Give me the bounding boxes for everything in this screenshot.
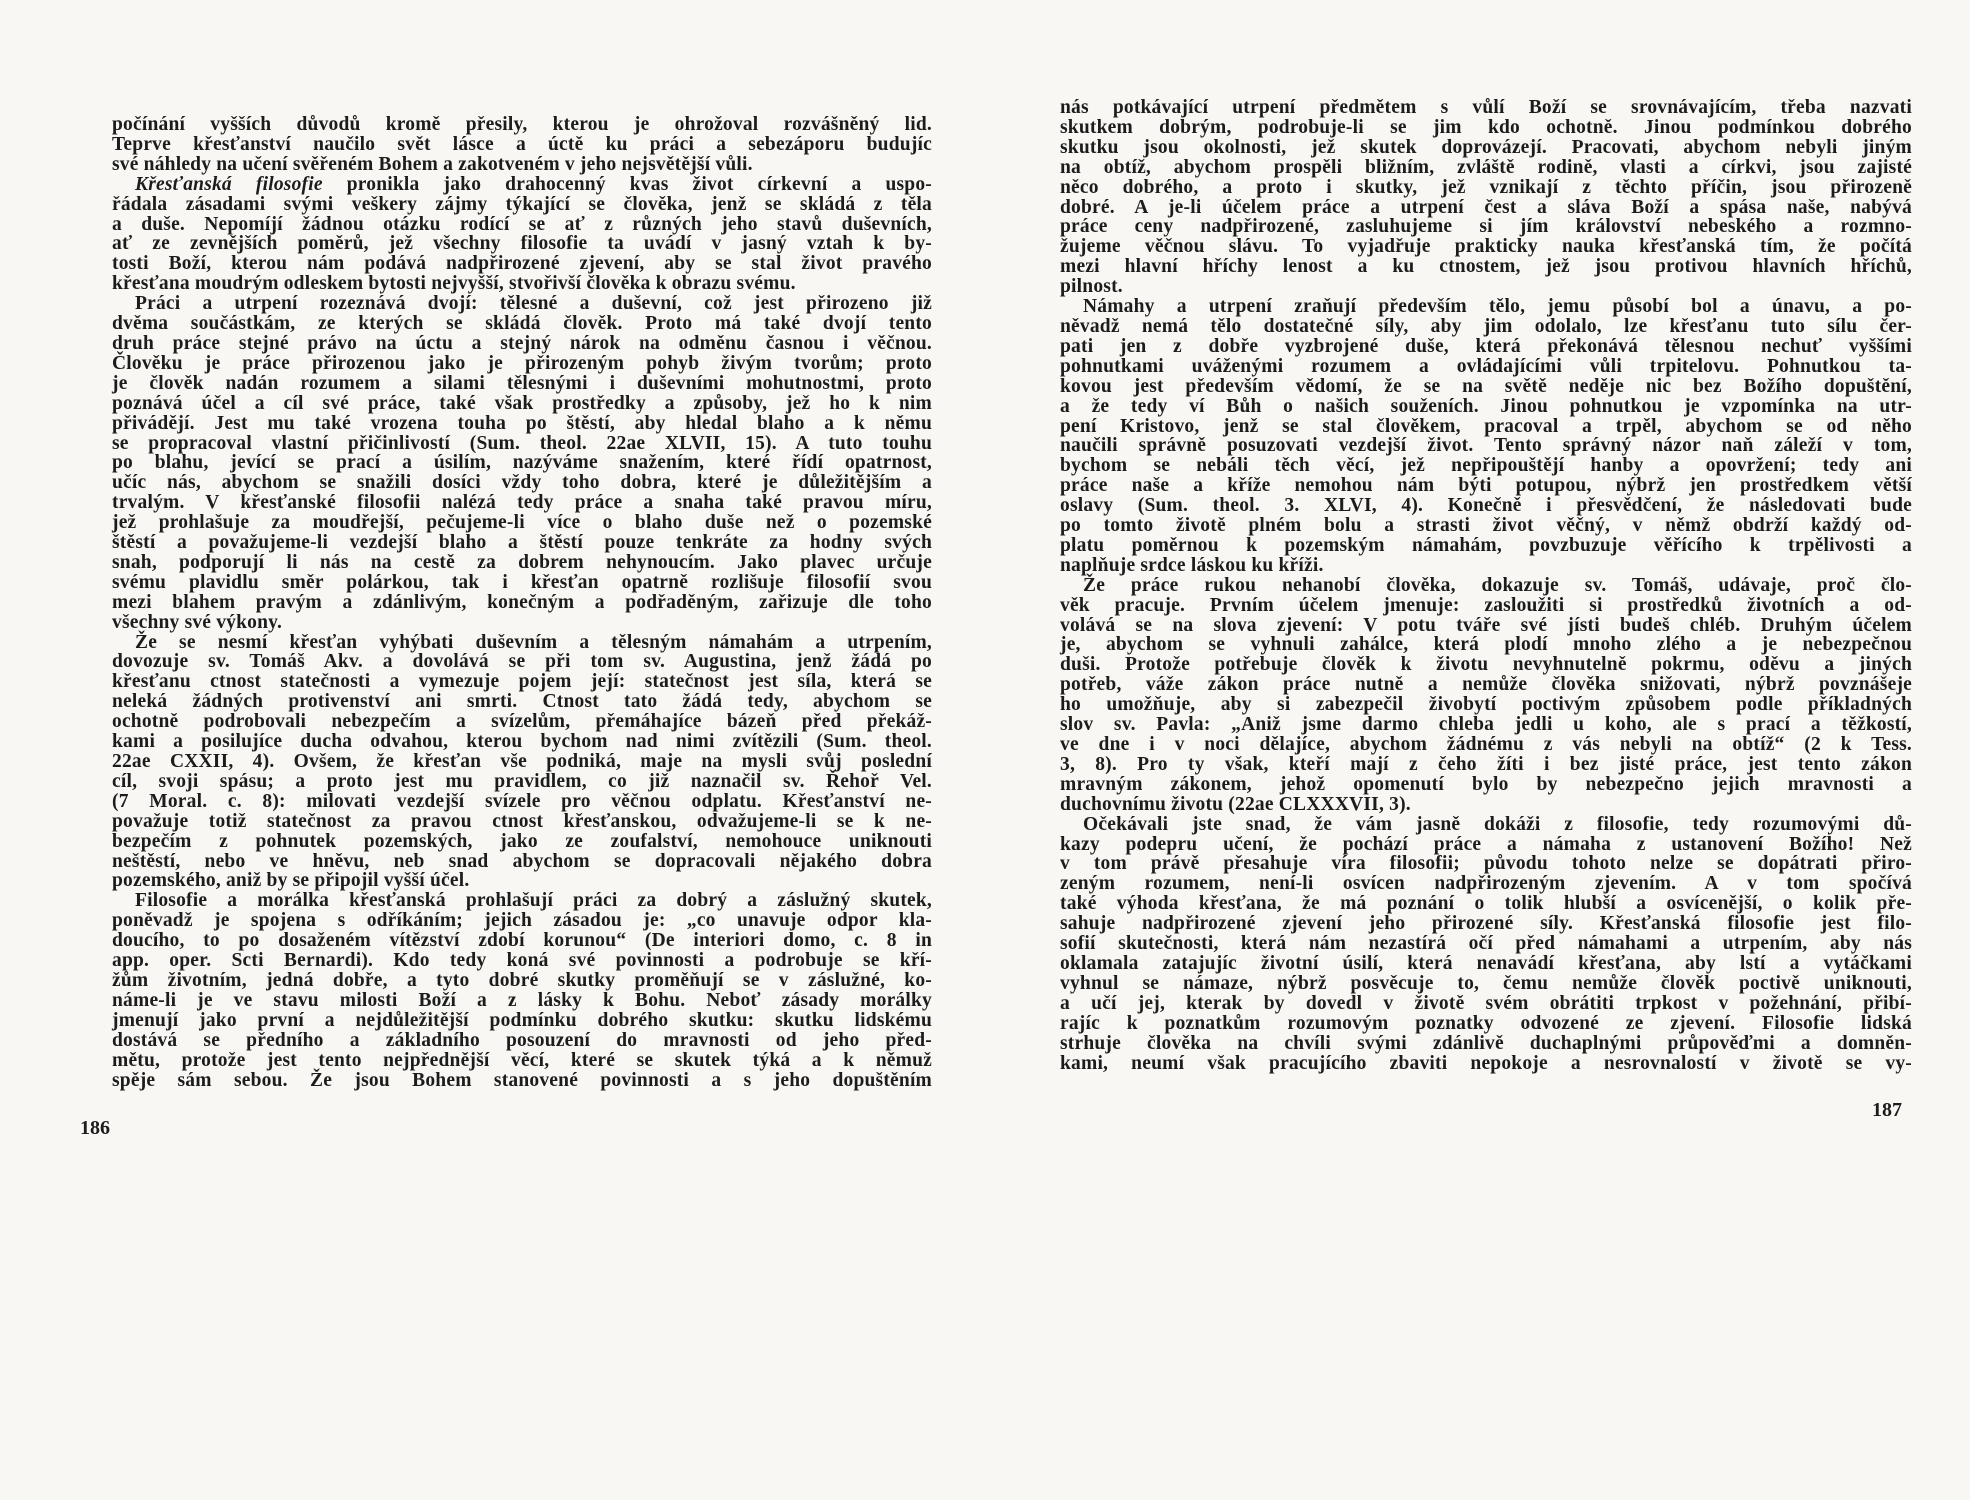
text-line: žům životním, jedná dobře, a tyto dobré skutky proměňují se v záslužné, ko- [112, 969, 932, 991]
text-line: Námahy a utrpení zraňují především tělo, jemu působí bol a únavu, a po- [1083, 296, 1912, 318]
text-line: jež prohlašuje za moudřejší, pečujeme-li více o blaho duše než o pozemské [112, 512, 932, 534]
text-line: učíc nás, abychom se snažili dosíci vždy toho dobra, které je důležitějším a [112, 472, 932, 494]
text-line: považuje totiž statečnost za pravou ctnost křesťanskou, odvažujeme-li se k ne- [112, 810, 932, 832]
text-line: pozemského, aniž by se připojil vyšší účel. [112, 870, 470, 892]
text-line: žujeme věčnou slávu. To vyjadřuje prakticky nauka křesťanská tím, že počítá [1060, 236, 1912, 258]
text-line: dostává se předního a základního posouzení do mravnosti od jeho před- [112, 1029, 932, 1051]
text-line: v tom právě přesahuje víra filosofii; původu tohoto nelze se dopátrati přiro- [1060, 853, 1912, 875]
text-line: mezi hlavní hříchy lenost a ku ctnostem, jež jsou protivou hlavních hříchů, [1060, 256, 1912, 278]
text-line: po blahu, jevící se prací a úsilím, nazýváme snažením, které řídí opatrnost, [112, 452, 932, 474]
text-line: sofií skutečnosti, která nám nezastírá očí před námahami a utrpením, aby nás [1060, 933, 1912, 955]
text-line: cíl, svoji spásu; a proto jest mu pravidlem, co již naznačil sv. Řehoř Vel. [112, 770, 932, 792]
text-line: štěstí a považujeme-li vezdejší blaho a štěstí pouze tenkráte za hodny svých [112, 532, 932, 554]
text-line: ho umožňuje, aby si zabezpečil živobytí poctivým způsobem podle příkladných [1060, 694, 1912, 716]
text-line: neštěstí, nebo ve hněvu, neb snad abychom se dopracovali nějakého dobra [112, 850, 932, 872]
paragraph [112, 633, 932, 892]
text-line: křesťana moudrým odleskem bytosti nejvyšší, stvořivší člověka k obrazu svému. [112, 273, 796, 295]
text-line: svému plavidlu směr polárkou, tak i křesťan opatrně rozlišuje filosofií svou [112, 571, 932, 593]
text-line: dobré. A je-li účelem práce a utrpení čest a sláva Boží a spása naše, nabývá [1060, 196, 1912, 218]
text-line: na obtíž, abychom prospěli bližním, zvláště rodině, vlasti a církvi, jsou zajisté [1060, 156, 1912, 178]
text-line: poněvadž je spojena s odříkáním; jejich zásadou je: „co unavuje odpor kla- [112, 910, 932, 932]
paragraph [1060, 815, 1912, 1074]
page-text [1060, 98, 1912, 1073]
paragraph [112, 115, 932, 175]
text-line: sahuje nadpřirozené zjevení jeho přirozené síly. Křesťanská filosofie jest filo- [1060, 913, 1912, 935]
text-line: naplňuje srdce láskou ku kříži. [1060, 554, 1324, 576]
text-line: mezi blahem pravým a zdánlivým, konečným a podřaděným, zařizuje dle toho [112, 591, 932, 613]
text-line: ať ze zevnějších poměrů, jež všechny filosofie ta uvádí v jasný vztah k by- [112, 233, 932, 255]
text-line: a že tedy ví Bůh o našich souženích. Jinou pohnutkou je vzpomínka na utr- [1060, 395, 1912, 417]
text-line: práce ceny nadpřirozené, zasluhujeme si jím království nebeského a rozmno- [1060, 216, 1912, 238]
text-line: app. oper. Scti Bernardi). Kdo tedy koná své povinnosti a podrobuje se kří- [112, 950, 932, 972]
text-line: mětu, protože jest tento nejpřednější věcí, které se skutek týká a k němuž [112, 1049, 932, 1071]
text-line: po tomto životě plném bolu a strasti život věčný, v němž obdrží každý od- [1060, 515, 1912, 537]
text-span: pronikla jako drahocenný kvas život církevní a uspo- [322, 173, 932, 195]
text-line: kazy podepru učení, že pochází práce a námaha z ustanovení Božího! Než [1060, 833, 1912, 855]
text-line: pilnost. [1060, 276, 1123, 298]
text-line: Člověku je práce přirozenou jako je přirozeným pohyb živým tvorům; proto [112, 352, 932, 374]
text-line: také výhoda křesťana, že má poznání o tolik hlubší a osvícenější, o kolik pře- [1060, 893, 1912, 915]
text-line: skutkem dobrým, podrobuje-li se jim kdo ochotně. Jinou podmínkou dobrého [1060, 116, 1912, 138]
text-line: pati jen z dobře vyzbrojené duše, která překonává tělesnou nechuť vyššími [1060, 335, 1912, 357]
page-number: 187 [1872, 1099, 1902, 1121]
text-line: něvadž nemá tělo dostatečné síly, aby jim odolalo, lze křesťanu tuto sílu čer- [1060, 315, 1912, 337]
text-line: ochotně podrobovali nebezpečím a svízelům, přemáhajíce bázeň před překáž- [112, 711, 932, 733]
text-line: spěje sám sebou. Že jsou Bohem stanovené povinnosti a s jeho dopuštěním [112, 1069, 932, 1091]
text-line: snah, podporují li nás na cestě za dobrem nehynoucím. Jako plavec určuje [112, 551, 932, 573]
text-line: věk pracuje. Prvním účelem jmenuje: zasloužiti si prostředků životních a od- [1060, 594, 1912, 616]
text-line: oklamala zatajujíc životní úsilí, která nenavádí křesťana, aby lstí a vytáčkami [1060, 952, 1912, 974]
text-line: dvěma součástkám, ze kterých se skládá člověk. Proto má také dvojí tento [112, 313, 932, 335]
text-line: něco dobrého, a proto i skutky, jež vznikají z těchto příčin, jsou přirozeně [1060, 176, 1912, 198]
text-line: ve dne i v noci dělajíce, abychom žádnému z vás nebyli na obtíž“ (2 k Tess. [1060, 734, 1912, 755]
text-line: duši. Protože potřebuje člověk k životu nevyhnutelně pokrmu, oděvu a jiných [1060, 654, 1912, 676]
text-line: poznává účel a cíl své práce, také však prostředky a způsoby, jež ho k nim [112, 392, 932, 414]
text-line: strhuje člověka na chvíli svými zdánlivě duchaplnými průpověďmi a domněn- [1060, 1032, 1912, 1054]
text-line: mravným zákonem, jehož opomenutí bylo by nebezpečno jejich mravnosti a [1060, 773, 1912, 795]
text-line: volává se na slova zjevení: V potu tváře své jísti budeš chléb. Druhým účelem [1060, 614, 1912, 636]
text-line: Práci a utrpení rozeznává dvojí: tělesné a duševní, což jest přirozeno již [135, 293, 932, 315]
text-line: nás potkávající utrpení předmětem s vůlí Boží se srovnávajícím, třeba nazvati [1060, 97, 1912, 118]
right-page [985, 0, 1970, 1500]
text-line: naučili správně posuzovati vezdejší život. Tento správný názor naň záleží v tom, [1060, 435, 1912, 457]
text-line: 22ae CXXII, 4). Ovšem, že křesťan vše podniká, maje na mysli svůj poslední [112, 751, 932, 772]
text-line: skutku jsou okolnosti, jež skutek doprovázejí. Pracovati, abychom nebyli jiným [1060, 136, 1912, 158]
text-line: doucího, to po dosaženém vítězství zdobí korunou“ (De interiori domo, c. 8 in [112, 930, 932, 952]
text-line: tosti Boží, kterou nám podává nadpřirozené zjevení, aby se stal život pravého [112, 253, 932, 275]
text-line: oslavy (Sum. theol. 3. XLVI, 4). Konečně i přesvědčení, že následovati bude [1060, 495, 1912, 517]
text-line: křesťanu ctnost statečnosti a vymezuje pojem její: statečnost jest síla, která se [112, 671, 932, 693]
text-line: potřeb, váže zákon práce nutně a nemůže člověka snižovati, nýbrž povznášeje [1060, 674, 1912, 696]
text-line: a učí jej, kterak by dovedl v životě svém obrátiti trpkost v požehnání, přibí- [1060, 992, 1912, 1014]
paragraph [1060, 576, 1912, 815]
text-line: přivádějí. Jest mu také vrozena touha po štěstí, aby hledal blaho a k němu [112, 412, 932, 434]
text-line: kovou jest především vědomí, že se na světě neděje nic bez Božího dopuštění, [1060, 375, 1912, 397]
paragraph [112, 891, 932, 1090]
text-line: pohnutkami uváženými rozumem a ovládajícími vůli trpitelovu. Pohnutkou ta- [1060, 355, 1912, 377]
text-line: počínání vyšších důvodů kromě přesily, kterou je ohrožoval rozvášněný lid. [112, 114, 932, 135]
text-line: neleká žádných protivenství ani smrti. Ctnost tato žádá tedy, abychom se [112, 691, 932, 713]
paragraph [1060, 98, 1912, 297]
paragraph [112, 175, 932, 294]
text-line: rajíc k poznatkům rozumovým poznatky odvozené ze zjevení. Filosofie lidská [1060, 1012, 1912, 1034]
text-line: Že práce rukou nehanobí člověka, dokazuje sv. Tomáš, udávaje, proč člo- [1083, 574, 1912, 596]
page-text [112, 115, 932, 1090]
text-line: pení Kristovo, jenž se stal člověkem, pracoval a trpěl, abychom se od něho [1060, 415, 1912, 437]
paragraph [112, 294, 932, 632]
text-line: všechny své výkony. [112, 611, 283, 633]
text-line: Teprve křesťanství naučilo svět lásce a úctě ku práci a sebezáporu budujíc [112, 133, 932, 155]
text-line: (7 Moral. c. 8): milovati vezdejší svízele pro věčnou odplatu. Křesťanství ne- [112, 790, 932, 812]
italic-text: Křesťanská filosofie [135, 173, 323, 195]
text-line: Filosofie a morálka křesťanská prohlašují práci za dobrý a záslužný skutek, [135, 890, 932, 912]
text-line: dovozuje sv. Tomáš Akv. a dovolává se při tom sv. Augustina, jenž žádá po [112, 651, 932, 673]
text-line: 3, 8). Pro ty však, kteří mají z čeho žíti i bez jisté práce, jest tento zákon [1060, 753, 1912, 775]
text-line: zeným rozumem, není-li osvícen nadpřirozeným zjevením. A v tom spočívá [1060, 873, 1912, 895]
text-line: Očekávali jste snad, že vám jasně dokáži z filosofie, tedy rozumovými dů- [1083, 813, 1912, 835]
text-line: je člověk nadán rozumem a silami tělesnými i duševními mohutnostmi, proto [112, 372, 932, 394]
text-line: své náhledy na učení svěřeném Bohem a zakotveném v jeho nejsvětější vůli. [112, 153, 753, 175]
text-line: slov sv. Pavla: „Aniž jsme darmo chleba jedli u koho, ale s prací a těžkostí, [1060, 714, 1912, 736]
text-line [112, 175, 932, 195]
text-line: se propracoval vlastní přičinlivostí (Sum. theol. 22ae XLVII, 15). A tuto touhu [112, 432, 932, 454]
page-number: 186 [80, 1117, 110, 1139]
text-line: druh práce stejné právo na úctu a stejný nárok na odměnu časnou i věčnou. [112, 332, 932, 354]
text-line: Že se nesmí křesťan vyhýbati duševním a tělesným námahám a utrpením, [135, 631, 932, 653]
text-line: kami, neumí však pracujícího zbaviti nepokoje a nesrovnalostí v životě se vy- [1060, 1052, 1912, 1074]
text-line: náme-li je ve stavu milosti Boží a z lásky k Bohu. Neboť zásady morálky [112, 989, 932, 1011]
text-line: vyhnul se námaze, nýbrž posvěcuje to, čemu nemůže člověk poctivě uniknouti, [1060, 972, 1912, 994]
text-line: řádala zásadami svými veškery zájmy týkající se člověka, jenž se skládá z těla [112, 193, 932, 215]
paragraph [1060, 297, 1912, 576]
text-line: jmenují jako první a nejdůležitější podmínku dobrého skutku: skutku lidskému [112, 1009, 932, 1031]
text-line: platu poměrnou k pozemským námahám, povzbuzuje věřícího k trpělivosti a [1060, 534, 1912, 556]
text-line: trvalým. V křesťanské filosofii nalézá tedy práce a snaha také pravou míru, [112, 492, 932, 514]
text-line: je, abychom se vyhnuli zahálce, která plodí mnoho zlého a je nebezpečnou [1060, 634, 1912, 656]
text-line: duchovnímu životu (22ae CLXXXVII, 3). [1060, 793, 1411, 815]
text-line: kami a posilujíce ducha odvahou, kterou bychom nad nimi zvítězili (Sum. theol. [112, 731, 932, 753]
text-line: a duše. Nepomíjí žádnou otázku rodící se ať z různých jeho stavů duševních, [112, 213, 932, 235]
text-line: bezpečím z pohnutek pozemských, jako ze zoufalství, nemohouce uniknouti [112, 830, 932, 852]
text-line: bychom se nebáli těch věcí, jež nepřipouštějí hanby a opovržení; tedy ani [1060, 455, 1912, 477]
text-line: práce naše a kříže nemohou nám býti potupou, nýbrž jen prostředkem větší [1060, 475, 1912, 497]
